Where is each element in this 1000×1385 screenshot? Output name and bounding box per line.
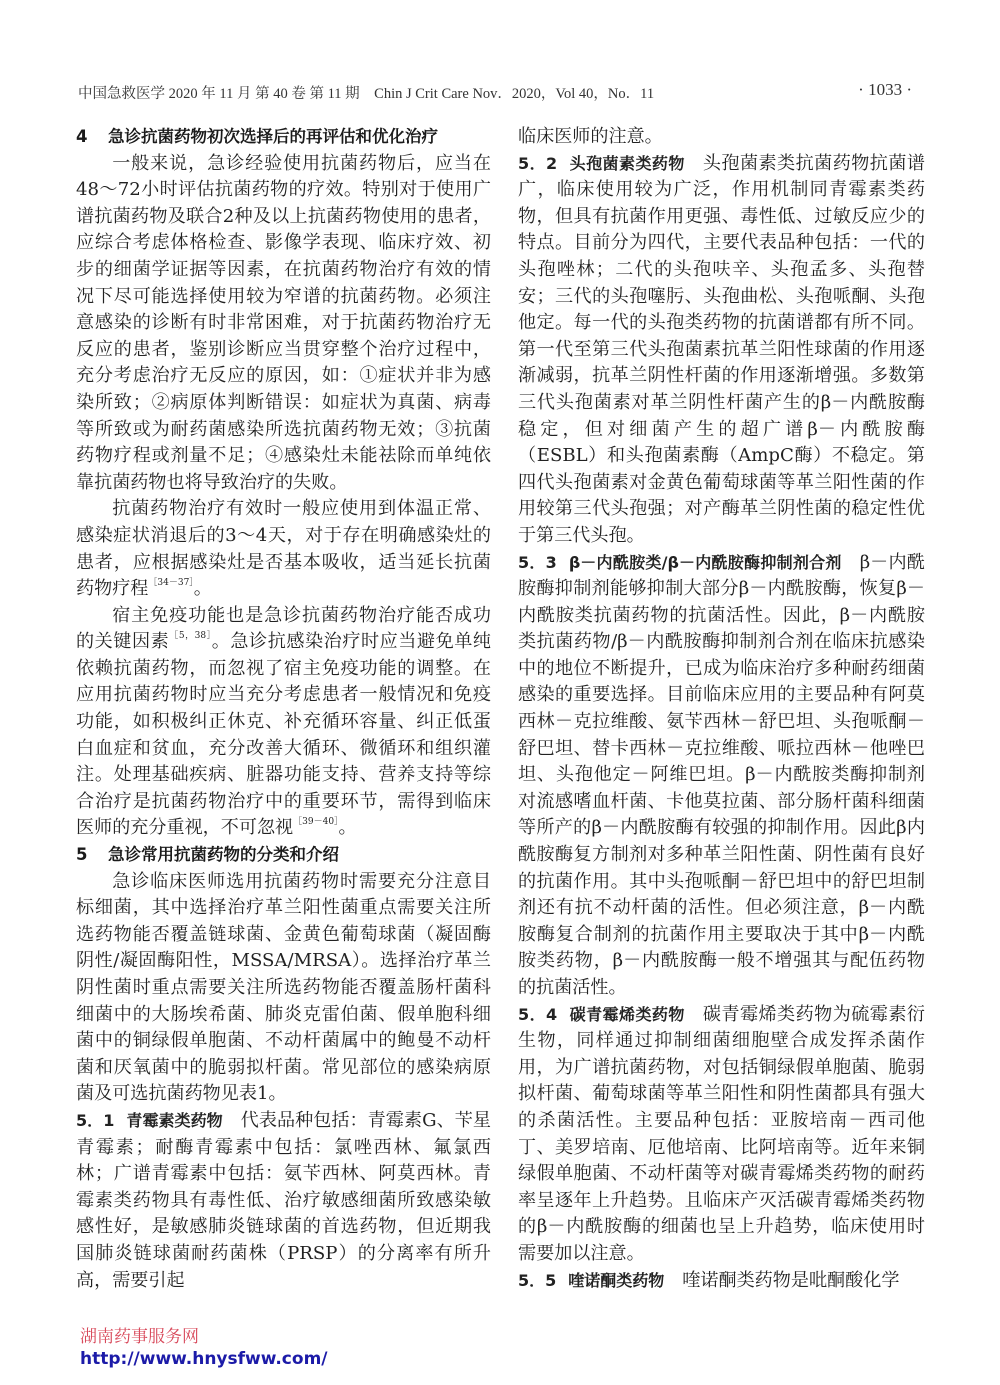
subsection-number: 5．3 — [518, 552, 557, 572]
subsection-number: 5．2 — [518, 153, 558, 173]
paragraph-text: 碳青霉烯类药物为硫霉素衍生物，同样通过抑制细菌细胞壁合成发挥杀菌作用，为广谱抗菌药物，对包括铜绿假单胞菌、脆弱拟杆菌、葡萄球菌等革兰阳性和阴性菌都具有强大的杀菌活性。主要品种包括：亚胺培南－西司他丁、美罗培南、厄他培南、比阿培南等。近年来铜绿假单胞菌、不动杆菌等对碳青霉烯类药物的耐药率呈逐年上升趋势。且临床产灭活碳青霉烯类药物的β－内酰胺酶的细菌也呈上升趋势，临床使用时需要加以注意。 — [518, 1003, 925, 1264]
paragraph-text: β－内酰胺酶抑制剂能够抑制大部分β－内酰胺酶，恢复β－内酰胺类抗菌药物的抗菌活性。因此，β－内酰胺类抗菌药物/β－内酰胺酶抑制剂合剂在临床抗感染中的地位不断提升，已成为临床治疗多种耐药细菌感染的重要选择。目前临床应用的主要品种有阿莫西林－克拉维酸、氨苄西林－舒巴坦、头孢哌酮－舒巴坦、替卡西林－克拉维酸、哌拉西林－他唑巴坦、头孢他定－阿维巴坦。β－内酰胺类酶抑制剂对流感嗜血杆菌、卡他莫拉菌、部分肠杆菌科细菌等所产的β－内酰胺酶有较强的抑制作用。因此β内酰胺酶复方制剂对多种革兰阳性菌、阴性菌有良好的抗菌作用。其中头孢哌酮－舒巴坦中的舒巴坦制剂还有抗不动杆菌的活性。但必须注意，β－内酰胺酶复合制剂的抗菌作用主要取决于其中β－内酰胺类药物，β－内酰胺酶一般不增强其与配伍药物的抗菌活性。 — [518, 551, 925, 998]
subsection-heading — [518, 553, 860, 572]
subsection-title: 碳青霉烯类药物 — [569, 1004, 685, 1024]
paragraph-text: 代表品种包括：青霉素G、苄星青霉素；耐酶青霉素中包括：氯唑西林、氟氯西林；广谱青霉素中包括：氨苄西林、阿莫西林。青霉素类药物具有毒性低、治疗敏感细菌所致感染敏感性好，是敏感肺炎链球菌的首选药物，但近期我国肺炎链球菌耐药菌株（PRSP）的分离率有所升高，需要引起 — [76, 1109, 491, 1291]
citation-ref: ［5，38］ — [169, 631, 212, 642]
paragraph-text: 。急诊抗感染治疗时应当避免单纯依赖抗菌药物，而忽视了宿主免疫功能的调整。在应用抗菌药物时应当充分考虑患者一般情况和免疫功能，如积极纠正休克、补充循环容量、纠正低蛋白血症和贫血，充分改善大循环、微循环和组织灌注。处理基础疾病、脏器功能支持、营养支持等综合治疗是抗菌药物治疗中的重要环节，需得到临床医师的充分重视，不可忽视 — [76, 631, 491, 839]
subsection-number: 5．1 — [76, 1110, 115, 1130]
page-number: · 1033 · — [858, 80, 912, 99]
citation-ref: ［34－37］ — [148, 578, 194, 589]
subsection-5-5 — [518, 1268, 925, 1295]
watermark-url[interactable]: http://www.hnysfww.com/ — [80, 1349, 328, 1369]
section-title: 急诊常用抗菌药物的分类和介绍 — [108, 845, 339, 865]
subsection-title: 青霉素类药物 — [126, 1110, 223, 1130]
subsection-title: 头孢菌素类药物 — [569, 153, 685, 173]
left-column — [76, 124, 491, 1294]
paragraph-text: 宿主免疫功能也是急诊抗菌药物治疗能否成功的关键因素 — [76, 604, 491, 653]
subsection-title: β－内酰胺类/β－内酰胺酶抑制剂合剂 — [568, 552, 842, 572]
subsection-number: 5．5 — [518, 1270, 557, 1290]
subsection-number: 5．4 — [518, 1004, 558, 1024]
subsection-5-2 — [518, 151, 925, 550]
section-number: 5 — [76, 845, 88, 865]
section-5-heading — [76, 842, 491, 869]
subsection-heading — [76, 1111, 241, 1130]
citation-ref: ［39－40］ — [293, 817, 339, 828]
paragraph — [76, 603, 491, 842]
subsection-5-3 — [518, 550, 925, 1002]
section-number: 4 — [76, 127, 88, 146]
paragraph: 急诊临床医师选用抗菌药物时需要充分注意目标细菌，其中选择治疗革兰阳性菌重点需要关注所选药物能否覆盖链球菌、金黄色葡萄球菌（凝固酶阴性/凝固酶阳性，MSSA/MRSA）。选择治疗革兰阴性菌时重点需要关注所选药物能否覆盖肠杆菌科细菌中的大肠埃希菌、肺炎克雷伯菌、假单胞科细菌中的铜绿假单胞菌、不动杆菌属中的鲍曼不动杆菌和厌氧菌中的脆弱拟杆菌。常见部位的感染病原菌及可选抗菌药物见表1。 — [76, 870, 491, 1105]
journal-citation: 中国急救医学 2020 年 11 月 第 40 卷 第 11 期 Chin J Crit Care Nov．2020，Vol 40，No．11 — [78, 86, 655, 102]
paragraph-text: 头孢菌素类抗菌药物抗菌谱广，临床使用较为广泛，作用机制同青霉素类药物，但具有抗菌作用更强、毒性低、过敏反应少的特点。目前分为四代，主要代表品种包括：一代的头孢唑林；二代的头孢呋辛、头孢孟多、头孢替安；三代的头孢噻肟、头孢曲松、头孢哌酮、头孢他定。每一代的头孢类药物的抗菌谱都有所不同。第一代至第三代头孢菌素抗革兰阳性球菌的作用逐渐减弱，抗革兰阴性杆菌的作用逐渐增强。多数第三代头孢菌素对革兰阴性杆菌产生的β－内酰胺酶稳定，但对细菌产生的超广谱β－内酰胺酶（ESBL）和头孢菌素酶（AmpC酶）不稳定。第四代头孢菌素对金黄色葡萄球菌等革兰阳性菌的作用较第三代头孢强；对产酶革兰阴性菌的稳定性优于第三代头孢。 — [518, 152, 925, 546]
paragraph — [76, 496, 491, 602]
watermark — [80, 1326, 328, 1370]
paragraph-text: 喹诺酮类药物是吡酮酸化学 — [682, 1269, 900, 1291]
subsection-title: 喹诺酮类药物 — [568, 1270, 665, 1290]
paragraph: 一般来说，急诊经验使用抗菌药物后，应当在48～72小时评估抗菌药物的疗效。特别对于使用广谱抗菌药物及联合2种及以上抗菌药物使用的患者，应综合考虑体格检查、影像学表现、临床疗效、初步的细菌学证据等因素，在抗菌药物治疗有效的情况下尽可能选择使用较为窄谱的抗菌药物。必须注意感染的诊断有时非常困难，对于抗菌药物治疗无反应的患者，鉴别诊断应当贯穿整个治疗过程中，充分考虑治疗无反应的原因，如：①症状并非为感染所致；②病原体判断错误：如症状为真菌、病毒等所致或为耐药菌感染所选抗菌药物无效；③抗菌药物疗程或剂量不足；④感染灶未能祛除而单纯依靠抗菌药物也将导致治疗的失败。 — [76, 152, 491, 493]
subsection-5-4 — [518, 1002, 925, 1268]
subsection-5-1 — [76, 1108, 491, 1294]
paragraph-text: 抗菌药物治疗有效时一般应使用到体温正常、感染症状消退后的3～4天，对于存在明确感染灶的患者，应根据感染灶是否基本吸收，适当延长抗菌药物疗程 — [76, 498, 491, 600]
section-title: 急诊抗菌药物初次选择后的再评估和优化治疗 — [108, 127, 438, 146]
subsection-heading — [518, 1005, 703, 1024]
paragraph-text: 。 — [193, 578, 212, 600]
paragraph: 临床医师的注意。 — [518, 126, 663, 147]
subsection-heading — [518, 1271, 682, 1290]
right-column — [518, 124, 925, 1294]
paragraph-text: 。 — [338, 817, 357, 839]
subsection-heading — [518, 154, 703, 173]
section-4-heading — [76, 124, 491, 151]
watermark-site-name: 湖南药事服务网 — [80, 1327, 199, 1347]
